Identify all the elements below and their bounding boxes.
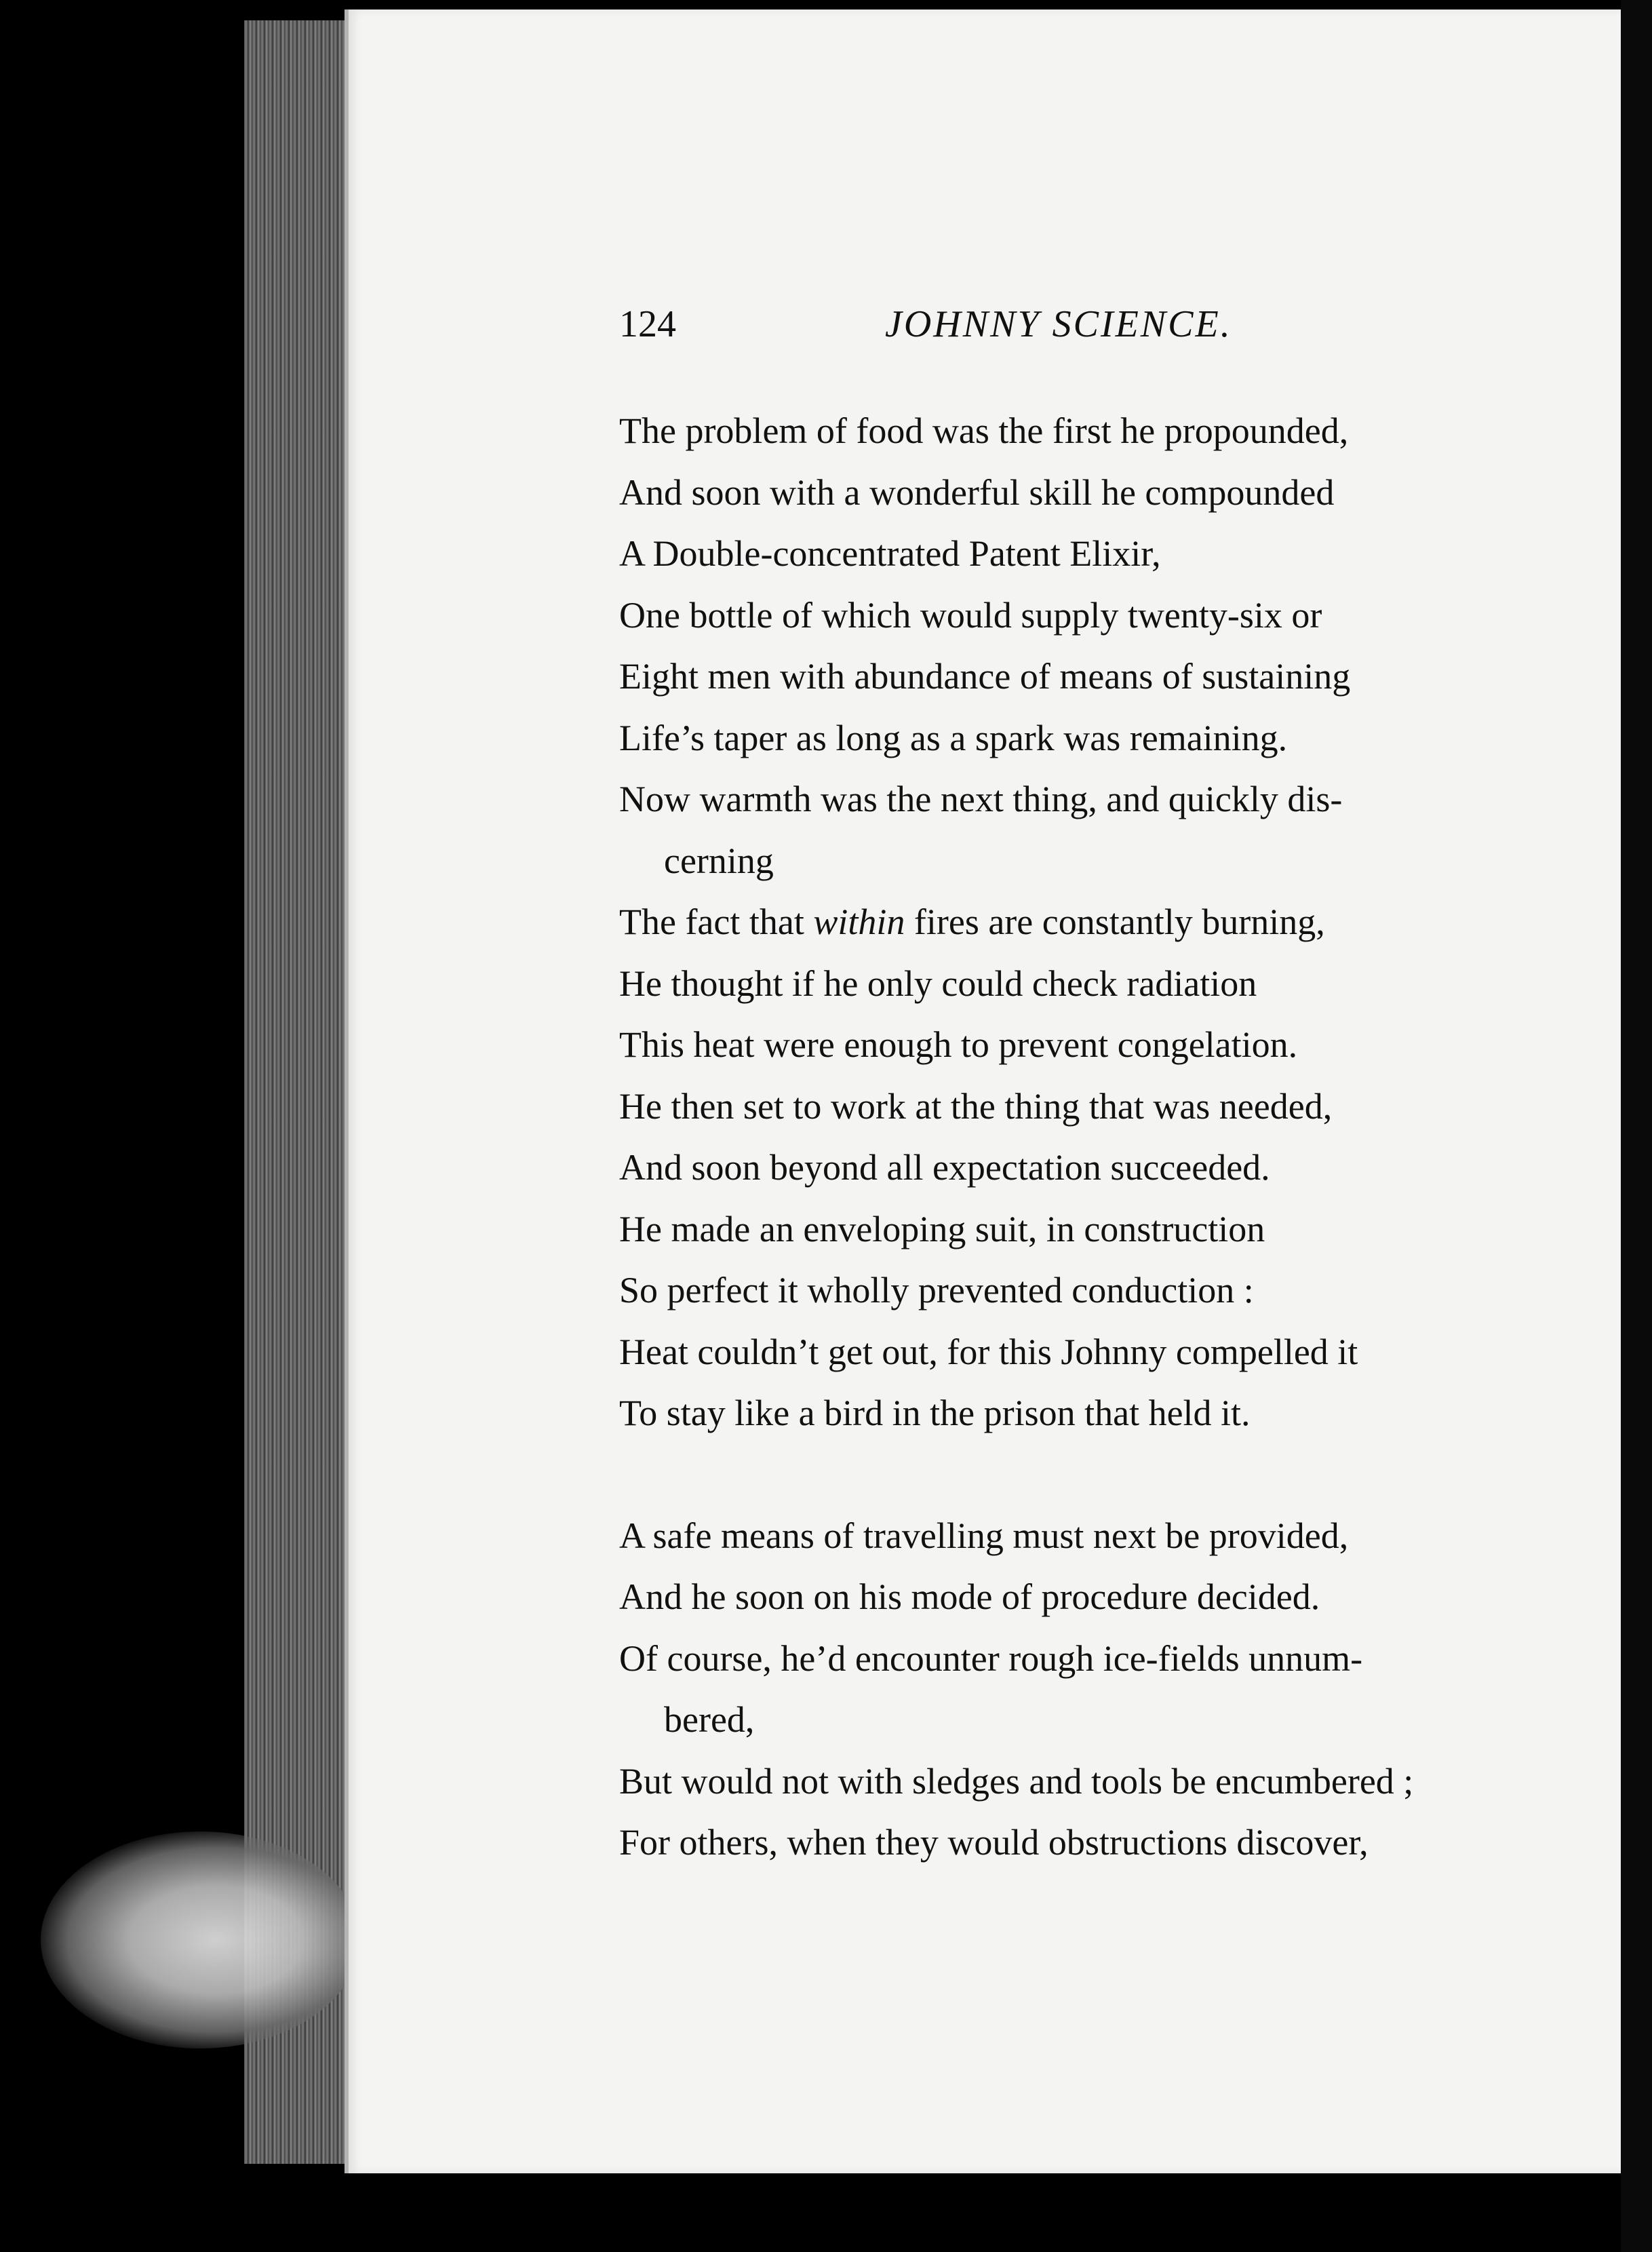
poem-line: One bottle of which would supply twenty-six or [619, 594, 1322, 636]
poem-line: A Double-concentrated Patent Elixir, [619, 533, 1161, 574]
stain-mark [41, 1831, 359, 2049]
poem-line: Life’s taper as long as a spark was remaining. [619, 717, 1288, 758]
poem-line: And he soon on his mode of procedure decided. [619, 1576, 1320, 1617]
running-header [619, 297, 1304, 351]
poem-line [619, 891, 1596, 953]
stanza-break [619, 1444, 1596, 1505]
line-text: fires are constantly burning, [905, 901, 1325, 942]
poem-line: And soon with a wonderful skill he compounded [619, 471, 1335, 513]
poem-line-continuation: bered, [664, 1699, 755, 1740]
line-text: The fact that [619, 901, 814, 942]
poem-line: Eight men with abundance of means of sustaining [619, 656, 1351, 697]
poem-text [619, 400, 1596, 1874]
italic-word: within [813, 901, 905, 942]
poem-line: This heat were enough to prevent congelation. [619, 1024, 1298, 1065]
poem-line: For others, when they would obstructions discover, [619, 1822, 1369, 1863]
poem-line: He made an enveloping suit, in construction [619, 1208, 1265, 1249]
running-title: JOHNNY SCIENCE. [885, 303, 1232, 345]
poem-line: He thought if he only could check radiation [619, 963, 1257, 1004]
poem-line: Of course, he’d encounter rough ice-fields unnum- [619, 1637, 1363, 1679]
stanza-1 [619, 400, 1596, 1444]
poem-line-continuation: cerning [664, 840, 774, 881]
poem-line: But would not with sledges and tools be encumbered ; [619, 1760, 1414, 1802]
poem-line: Heat couldn’t get out, for this Johnny compelled it [619, 1331, 1358, 1372]
poem-line: He then set to work at the thing that was needed, [619, 1085, 1333, 1127]
binding-shadow [1621, 0, 1652, 2252]
poem-line: Now warmth was the next thing, and quickly dis- [619, 779, 1343, 819]
page-number: 124 [619, 303, 676, 345]
stanza-2 [619, 1505, 1596, 1874]
poem-line: The problem of food was the first he propounded, [619, 410, 1349, 451]
poem-line: A safe means of travelling must next be provided, [619, 1515, 1349, 1556]
poem-line: So perfect it wholly prevented conduction : [619, 1270, 1254, 1311]
poem-line: And soon beyond all expectation succeeded. [619, 1147, 1270, 1188]
poem-line: To stay like a bird in the prison that held it. [619, 1393, 1251, 1433]
